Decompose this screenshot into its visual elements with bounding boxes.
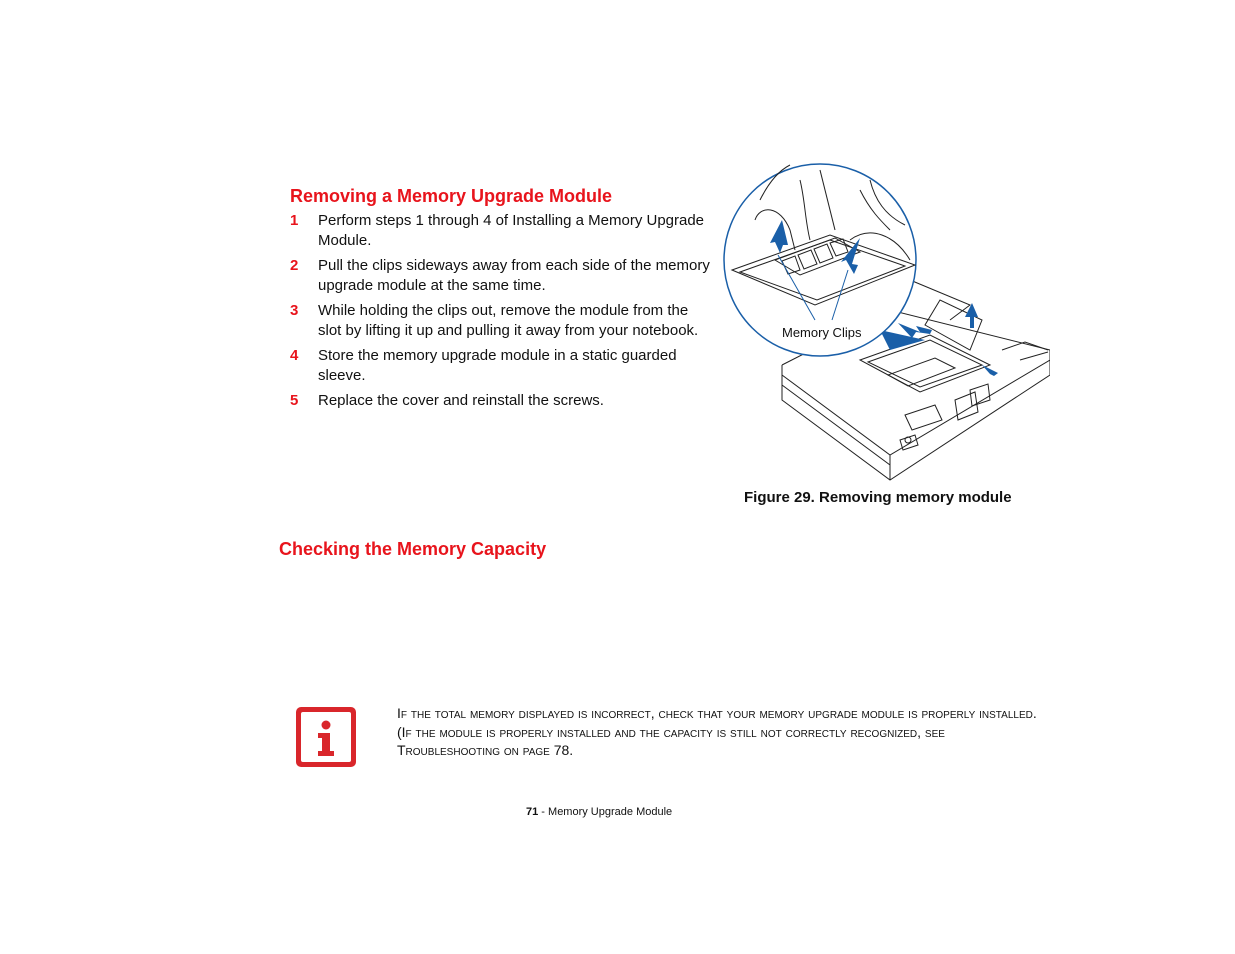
footer-separator: - bbox=[538, 806, 549, 818]
list-item bbox=[290, 301, 710, 341]
step-text: While holding the clips out, remove the module from the slot by lifting it up and pulling it away from your notebook. bbox=[318, 302, 699, 339]
info-icon bbox=[294, 705, 358, 769]
step-number: 5 bbox=[290, 392, 299, 409]
step-text: Store the memory upgrade module in a static guarded sleeve. bbox=[318, 347, 677, 384]
step-text: Replace the cover and reinstall the screws. bbox=[318, 392, 604, 409]
section-title-removing: Removing a Memory Upgrade Module bbox=[290, 186, 613, 206]
list-item bbox=[290, 211, 710, 251]
list-item bbox=[290, 256, 710, 296]
steps-list bbox=[290, 211, 710, 416]
step-number: 4 bbox=[290, 347, 299, 364]
footer-section: Memory Upgrade Module bbox=[548, 806, 673, 818]
note-text: If the total memory displayed is incorrect, check that your memory upgrade module is properly installed. (If the module is properly installed and the capacity is still not correctly recognized, see Troubleshooting on page 78. bbox=[397, 705, 1037, 758]
step-text: Perform steps 1 through 4 of Installing a Memory Upgrade Module. bbox=[318, 212, 705, 249]
step-number: 1 bbox=[290, 212, 299, 229]
memory-clips-label: Memory Clips bbox=[782, 325, 862, 340]
list-item bbox=[290, 346, 710, 386]
step-text: Pull the clips sideways away from each side of the memory upgrade module at the same time. bbox=[318, 257, 710, 294]
memory-module-illustration bbox=[720, 160, 1050, 485]
step-number: 2 bbox=[290, 257, 299, 274]
figure-caption: Figure 29. Removing memory module bbox=[744, 489, 1012, 506]
page-number: 71 bbox=[526, 806, 539, 818]
step-number: 3 bbox=[290, 302, 299, 319]
section-title-checking: Checking the Memory Capacity bbox=[279, 539, 547, 559]
list-item bbox=[290, 391, 710, 411]
